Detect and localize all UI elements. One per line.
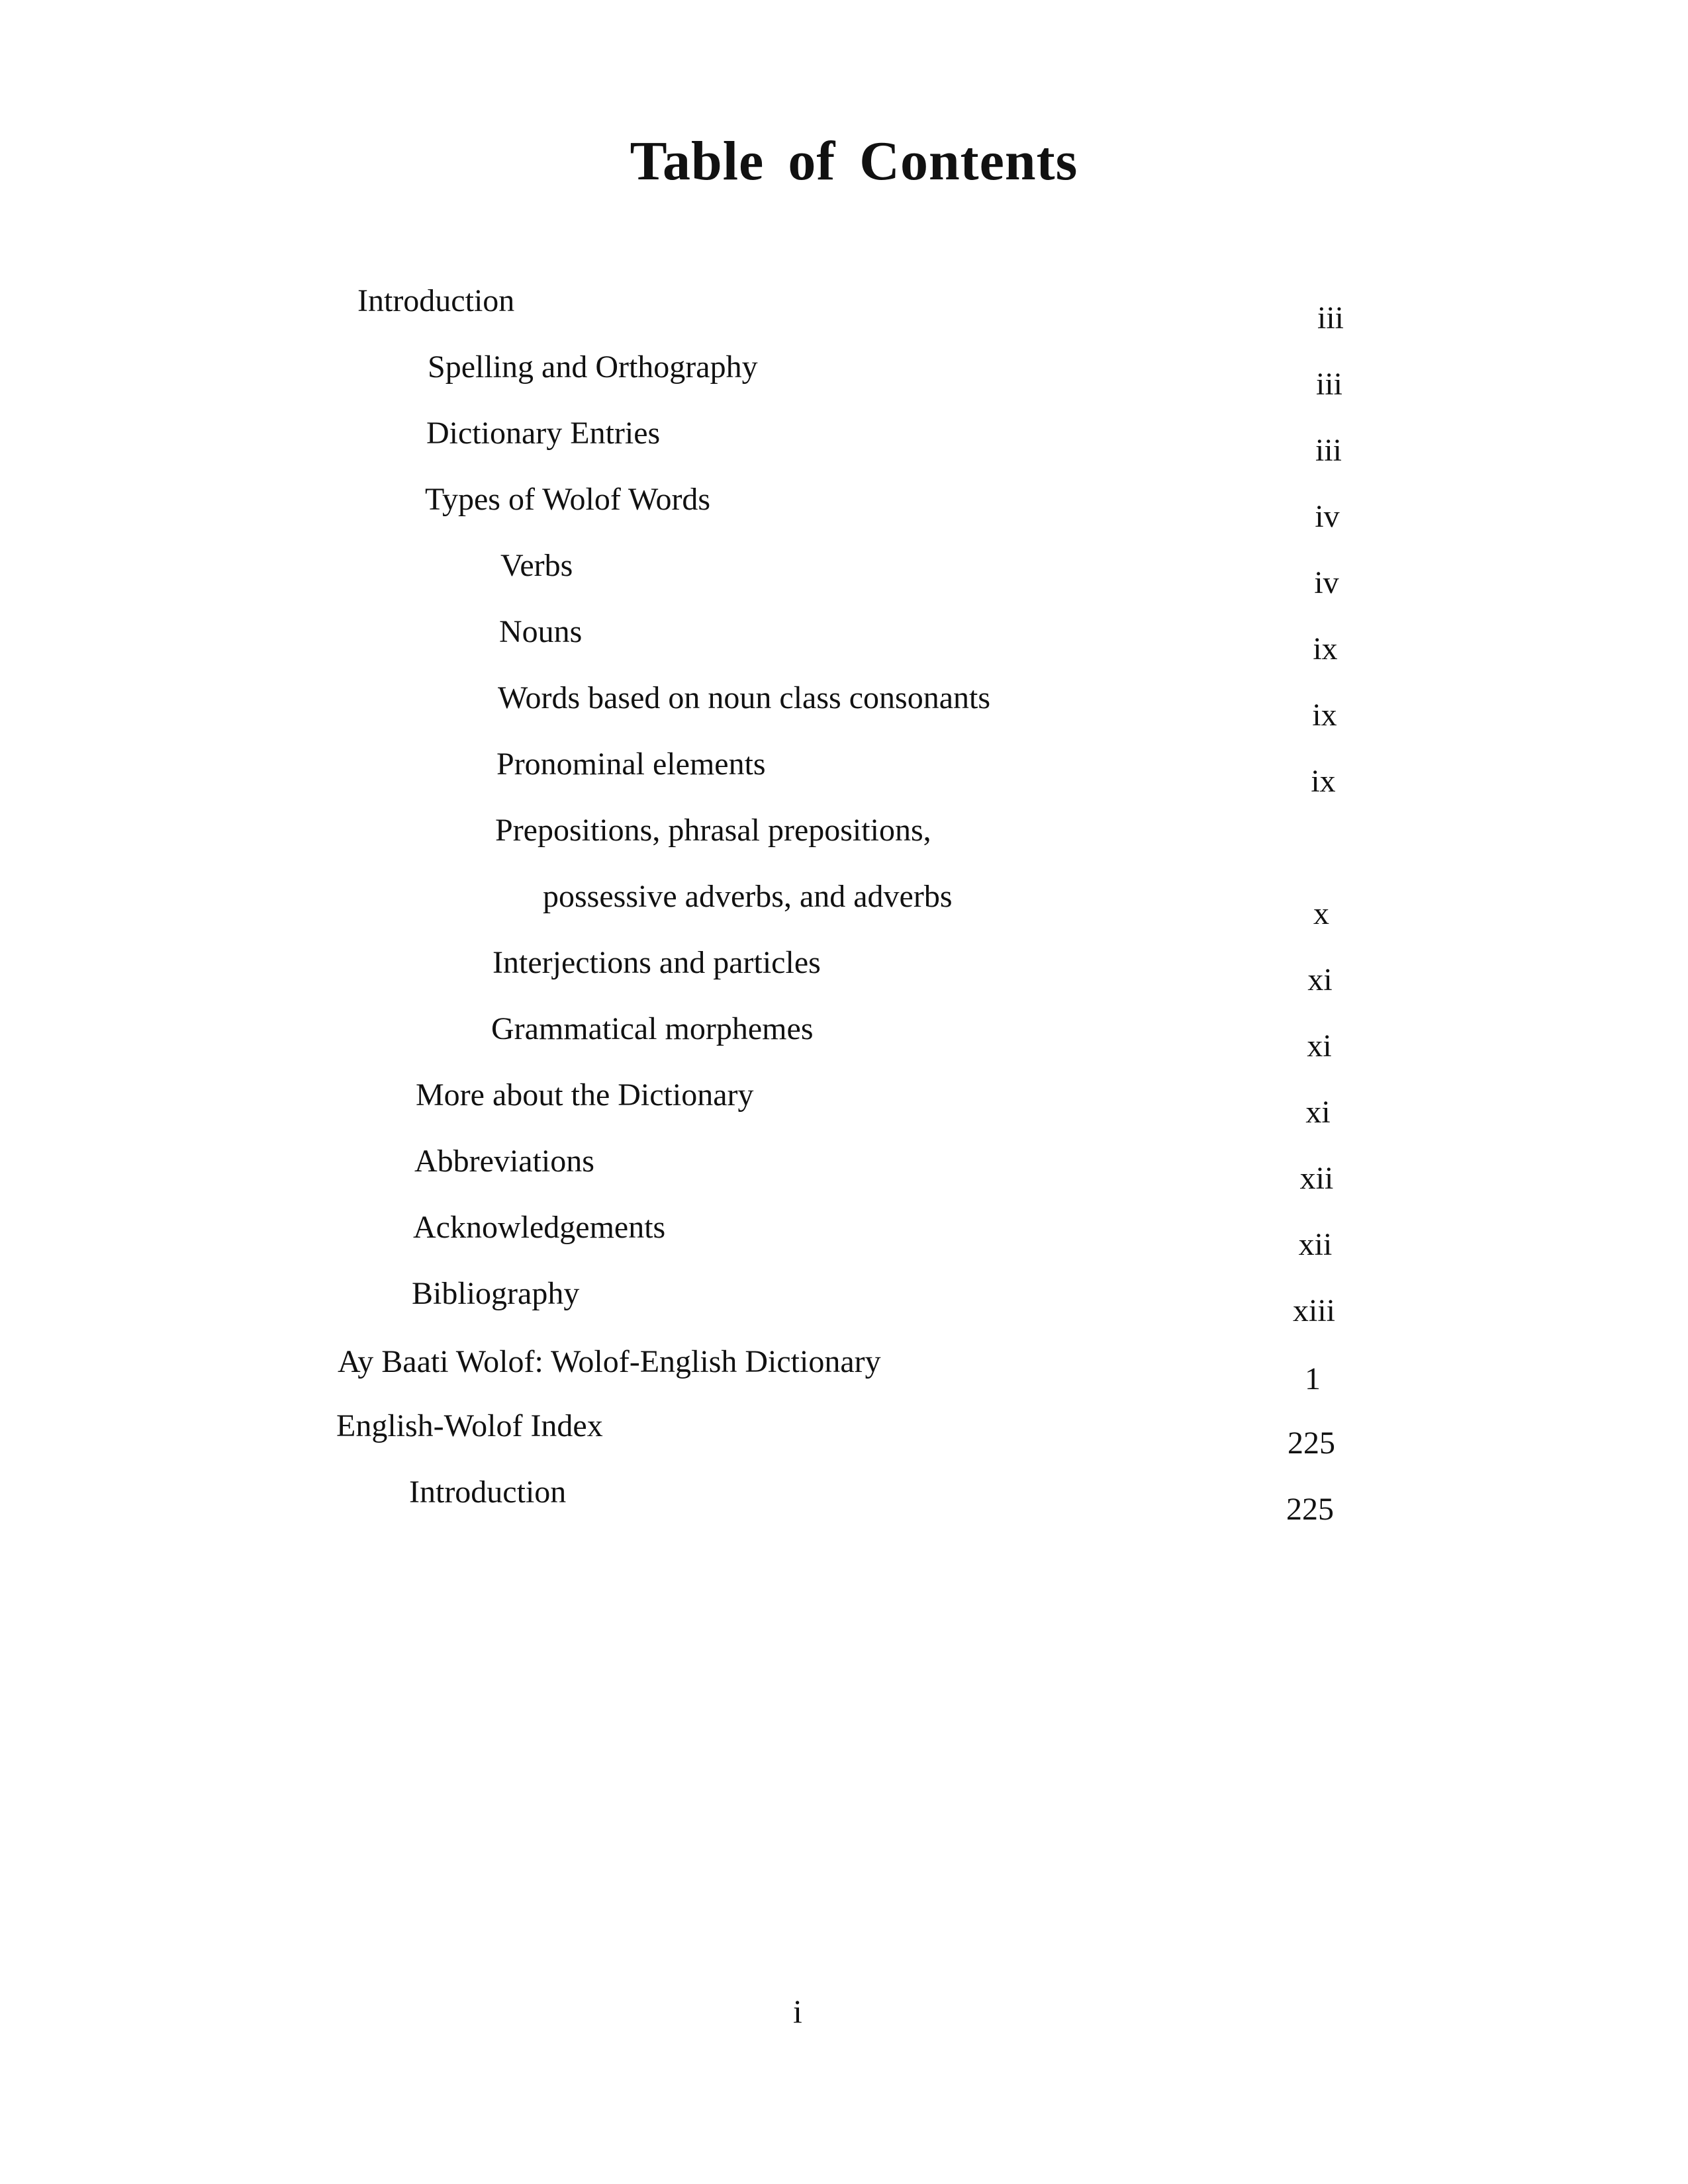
toc-entry-types-of-wolof-words: [0, 477, 1688, 534]
toc-entry-pronominal-elements: [0, 741, 1688, 799]
toc-entry-verbs: [0, 543, 1688, 600]
toc-entry-introduction: [0, 278, 1688, 336]
toc-entry-page: xi: [1307, 962, 1333, 997]
toc-entry-page: iii: [1315, 367, 1342, 402]
toc-entry-page: 1: [1305, 1361, 1321, 1396]
toc-entry-label: Verbs: [500, 548, 573, 583]
toc-entry-label: Bibliography: [412, 1276, 580, 1311]
toc-entry-label: Grammatical morphemes: [491, 1011, 814, 1046]
page-number: i: [793, 1993, 802, 2030]
toc-entry-interjections: [0, 940, 1688, 997]
toc-entry-label: Interjections and particles: [492, 945, 821, 980]
toc-entry-label: possessive adverbs, and adverbs: [543, 879, 953, 914]
toc-entry-page: iv: [1315, 499, 1340, 534]
toc-entry-label: Prepositions, phrasal prepositions,: [495, 813, 931, 848]
toc-entry-prepositions: [0, 807, 1688, 854]
toc-entry-page: xi: [1307, 1028, 1332, 1064]
toc-entry-page: ix: [1311, 764, 1336, 799]
toc-entry-label: More about the Dictionary: [416, 1077, 754, 1113]
toc-entry-label: Introduction: [357, 283, 515, 318]
toc-entry-page: xiii: [1292, 1293, 1335, 1328]
toc-entry-label: Nouns: [499, 614, 583, 649]
toc-entry-dictionary-entries: [0, 410, 1688, 468]
toc-entry-page: iv: [1314, 565, 1339, 600]
page-title: Table of Contents: [630, 130, 1078, 192]
toc-entry-label: Abbreviations: [414, 1144, 594, 1179]
toc-entry-grammatical-morphemes: [0, 1006, 1688, 1064]
toc-entry-possessive-adverbs: [0, 874, 1688, 931]
toc-entry-page: 225: [1286, 1492, 1334, 1527]
toc-entry-page: 225: [1288, 1426, 1335, 1461]
toc-entry-label: Types of Wolof Words: [425, 482, 711, 517]
toc-entry-page: xii: [1298, 1227, 1333, 1262]
toc-entry-label: English-Wolof Index: [336, 1408, 603, 1443]
toc-entry-label: Ay Baati Wolof: Wolof-English Dictionary: [338, 1344, 881, 1379]
toc-entry-more-about-dictionary: [0, 1072, 1688, 1130]
toc-entry-label: Spelling and Orthography: [428, 349, 758, 385]
toc-entry-label: Pronominal elements: [496, 747, 766, 782]
toc-entry-page: iii: [1315, 433, 1342, 468]
toc-entry-abbreviations: [0, 1138, 1688, 1196]
toc-entry-nouns: [0, 609, 1688, 666]
toc-entry-page: x: [1313, 896, 1329, 931]
toc-entry-acknowledgements: [0, 1205, 1688, 1262]
toc-entry-wolof-english-dictionary: [0, 1339, 1688, 1396]
toc-entry-bibliography: [0, 1271, 1688, 1328]
toc-entry-label: Dictionary Entries: [426, 416, 661, 451]
toc-entry-page: xi: [1305, 1095, 1331, 1130]
toc-entry-noun-class-words: [0, 675, 1688, 733]
toc-entry-index-introduction: [0, 1469, 1688, 1527]
toc-entry-page: xii: [1299, 1161, 1334, 1196]
toc-entry-english-wolof-index: [0, 1403, 1688, 1461]
toc-entry-label: Words based on noun class consonants: [498, 680, 991, 715]
toc-entry-page: ix: [1312, 698, 1337, 733]
toc-entry-page: ix: [1313, 631, 1338, 666]
toc-entry-label: Introduction: [409, 1475, 567, 1510]
toc-entry-page: iii: [1317, 300, 1344, 336]
toc-entry-label: Acknowledgements: [413, 1210, 666, 1245]
toc-entry-spelling-and-orthography: [0, 344, 1688, 402]
